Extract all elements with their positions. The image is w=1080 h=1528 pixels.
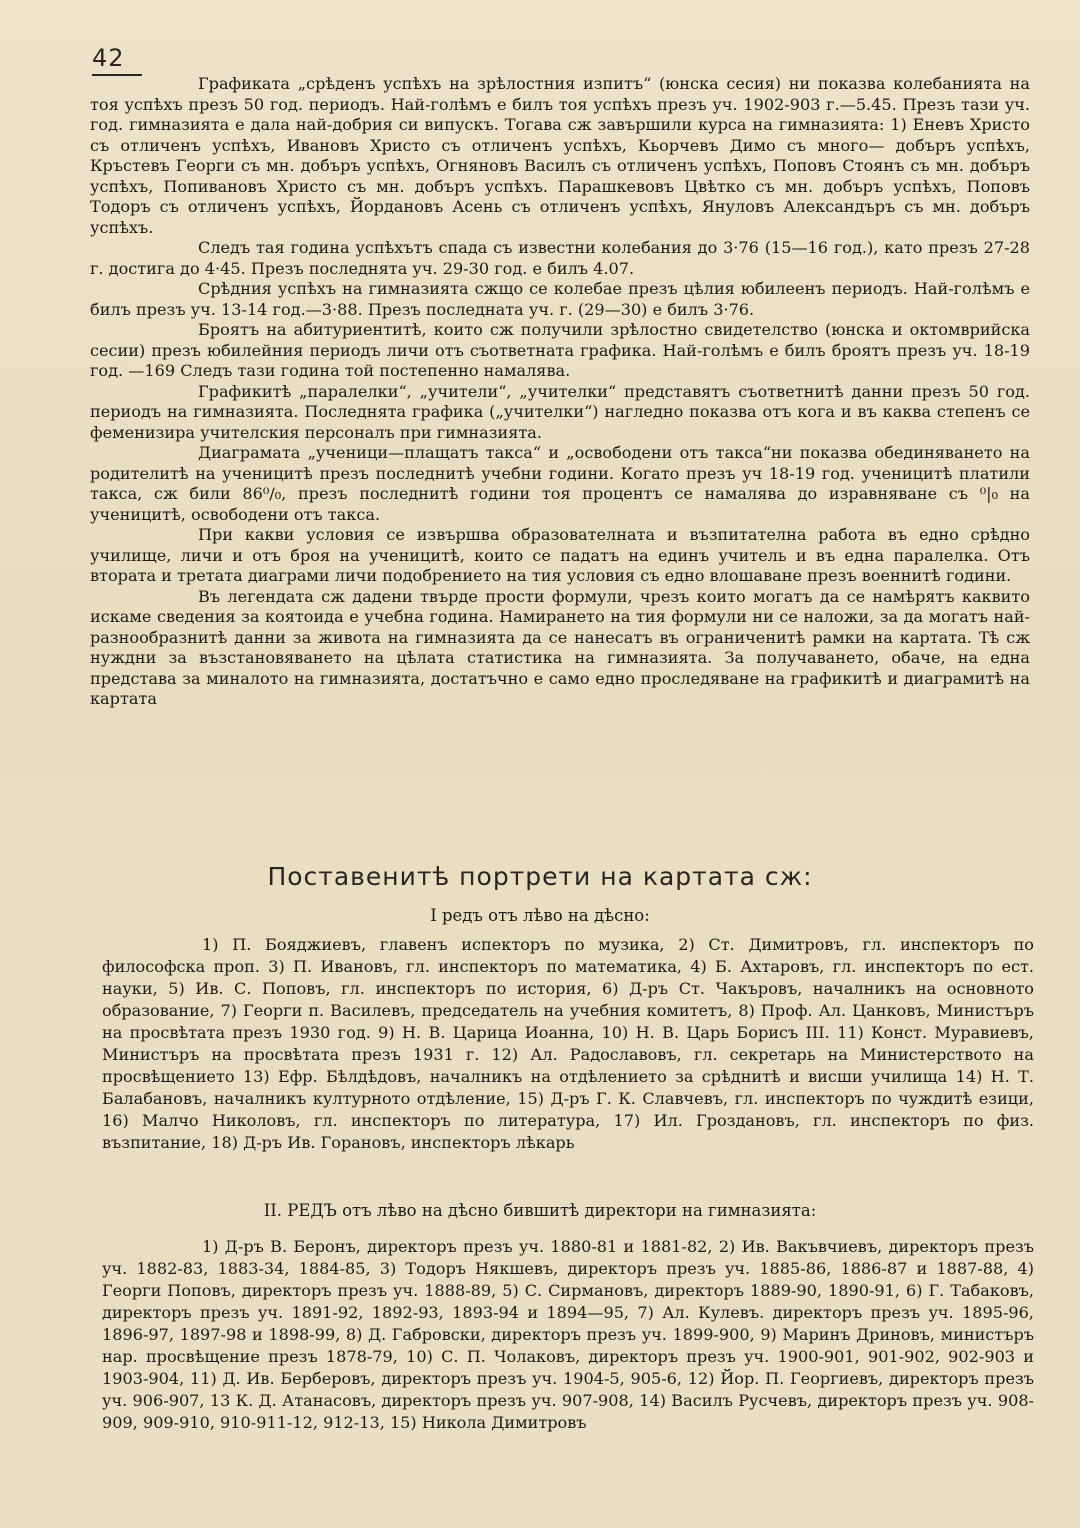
row1-portraits-list bbox=[102, 934, 1034, 1154]
row1-heading: I редъ отъ лѣво на дѣсно: bbox=[430, 906, 650, 925]
row2-directors-list bbox=[102, 1236, 1034, 1434]
page-number: 42 bbox=[92, 44, 125, 72]
row2-directors-text: 1) Д-ръ В. Беронъ, директоръ презъ уч. 1880-81 и 1881-82, 2) Ив. Вакъвчиевъ, директоръ презъ уч. 1882-83, 1883-34, 1884-85, 3) Тодоръ Някшевъ, директоръ презъ уч. 1885-86, 1886-87 и 1887-88, 4) Георги Поповъ, директоръ презъ уч. 1888-89, 5) С. Сирмановъ, директоръ 1889-90, 1890-91, 6) Г. Табаковъ, директоръ презъ уч. 1891-92, 1892-93, 1893-94 и 1894—95, 7) Ал. Кулевъ. директоръ презъ уч. 1895-96, 1896-97, 1897-98 и 1898-99, 8) Д. Габровски, директоръ презъ уч. 1899-900, 9) Маринъ Дриновъ, министъръ нар. просвѣщение презъ 1878-79, 10) С. П. Чолаковъ, директоръ презъ уч. 1900-901, 901-902, 902-903 и 1903-904, 11) Д. Ив. Берберовъ, директоръ презъ уч. 1904-5, 905-6, 12) Йор. П. Георгиевъ, директоръ презъ уч. 906-907, 13 К. Д. Атанасовъ, директоръ презъ уч. 907-908, 14) Василъ Русчевъ, директоръ презъ уч. 908-909, 909-910, 910-911-12, 912-13, 15) Никола Димитровъ bbox=[102, 1237, 1034, 1432]
paragraph-graduates-count: Броятъ на абитуриентитѣ, които сж получили зрѣлостно свидетелство (юнска и октомврийска сесии) презъ юбилейния периодъ личи отъ съответната графика. Най-голѣмъ е билъ броятъ презъ уч. 18-19 год. —169 Следъ тази година той постепенно намалява. bbox=[90, 320, 1030, 380]
row2-heading: II. РЕДЪ отъ лѣво на дѣсно бившитѣ директори на гимназията: bbox=[263, 1201, 817, 1220]
row1-portraits-text: 1) П. Бояджиевъ, главенъ испекторъ по музика, 2) Ст. Димитровъ, гл. инспекторъ по философска проп. 3) П. Ивановъ, гл. инспекторъ по математика, 4) Б. Ахтаровъ, гл. инспекторъ по ест. науки, 5) Ив. С. Поповъ, гл. инспекторъ по история, 6) Д-ръ Ст. Чакъровъ, началникъ на основното образование, 7) Георги п. Василевъ, председатель на учебния комитетъ, 8) Проф. Ал. Цанковъ, Министъръ на просвѣтата презъ 1930 год. 9) Н. В. Царица Иоанна, 10) Н. В. Царь Борисъ III. 11) Конст. Муравиевъ, Министъръ на просвѣтата презъ 1931 г. 12) Ал. Радославовъ, гл. секретарь на Министерството на просвѣщението 13) Ефр. Бѣлдѣдовъ, началникъ на отдѣлението за срѣднитѣ и висши училища 14) Н. Т. Балабановъ, началникъ културното отдѣление, 15) Д-ръ Г. К. Славчевъ, гл. инспекторъ по чуждитѣ езици, 16) Малчо Николовъ, гл. инспекторъ по литература, 17) Ил. Гроздановъ, гл. инспекторъ по физ. възпитание, 18) Д-ръ Ив. Горановъ, инспекторъ лѣкарь bbox=[102, 935, 1034, 1152]
paragraph-success-decline: Следъ тая година успѣхътъ спада съ известни колебания до 3·76 (15—16 год.), като презъ 27-28 г. достига до 4·45. Презъ последнята уч. 29-30 год. е билъ 4.07. bbox=[90, 238, 1030, 278]
paragraph-fees-diagram: Диаграмата „ученици—плащатъ такса“ и „освободени отъ такса“ни показва обединяването на родителитѣ на ученицитѣ презъ последнитѣ учебни години. Когато презъ уч 18-19 год. ученицитѣ платили такса, сж били 86⁰/₀, презъ последнитѣ години тоя процентъ се намалява до изравняване съ ⁰|₀ на ученицитѣ, освободени отъ такса. bbox=[90, 443, 1030, 524]
paragraph-maturity-exam: Графиката „срѣденъ успѣхъ на зрѣлостния изпитъ“ (юнска сесия) ни показва колебанията на тоя успѣхъ презъ 50 год. периодъ. Най-голѣмъ е билъ тоя успѣхъ презъ уч. 1902-903 г.—5.45. Презъ тази уч. год. гимназията е дала най-добрия си випускъ. Тогава сж завършили курса на гимназията: 1) Еневъ Христо съ отличенъ успѣхъ, Ивановъ Христо съ отличенъ успѣхъ, Кьорчевъ Димо съ много— добъръ успѣхъ, Кръстевъ Георги съ мн. добъръ успѣхъ, Огняновъ Василъ съ отличенъ успѣхъ, Поповъ Стоянъ съ мн. добъръ успѣхъ, Попивановъ Христо съ мн. добъръ успѣхъ. Парашкевовъ Цвѣтко съ мн. добъръ успѣхъ, Поповъ Тодоръ съ отличенъ успѣхъ, Йордановъ Асень съ отличенъ успѣхъ, Януловъ Александъръ съ мн. добъръ успѣхъ. bbox=[90, 74, 1030, 237]
body-text bbox=[90, 74, 1030, 710]
paragraph-average-success: Срѣдния успѣхъ на гимназията сжщо се колебае презъ цѣлия юбилеенъ периодъ. Най-голѣмъ е билъ презъ уч. 13-14 год.—3·88. Презъ последната уч. г. (29—30) е билъ 3·76. bbox=[90, 279, 1030, 319]
paragraph-legend: Въ легендата сж дадени твърде прости формули, чрезъ които могатъ да се намѣрятъ каквито искаме сведения за коятоида е учебна година. Намирането на тия формули ни се наложи, за да могатъ най-разнообразнитѣ данни за живота на гимназията да се нанесатъ въ ограниченитѣ рамки на картата. Тѣ сж нуждни за възстановяването на цѣлата статистика на гимназията. За получаването, обаче, на една представа за миналото на гимназията, достатъчно е само едно проследяване на графикитѣ и диаграмитѣ на картата bbox=[90, 586, 1030, 708]
portraits-section-title: Поставенитѣ портрети на картата сж: bbox=[267, 862, 813, 891]
paragraph-teachers-graphs: Графикитѣ „паралелки“, „учители“, „учителки“ представятъ съответнитѣ данни презъ 50 год. периодъ на гимназията. Последнята графика („учителки“) нагледно показва отъ кога и въ каква степенъ се феменизира учителския персоналъ при гимназията. bbox=[90, 381, 1030, 442]
paragraph-conditions: При какви условия се извършва образователната и възпитателна работа въ едно срѣдно училище, личи и отъ броя на ученицитѣ, които се падатъ на единъ учитель и въ една паралелка. Отъ втората и третата диаграми личи подобрението на тия условия съ едно влошаване презъ военнитѣ години. bbox=[90, 525, 1030, 585]
